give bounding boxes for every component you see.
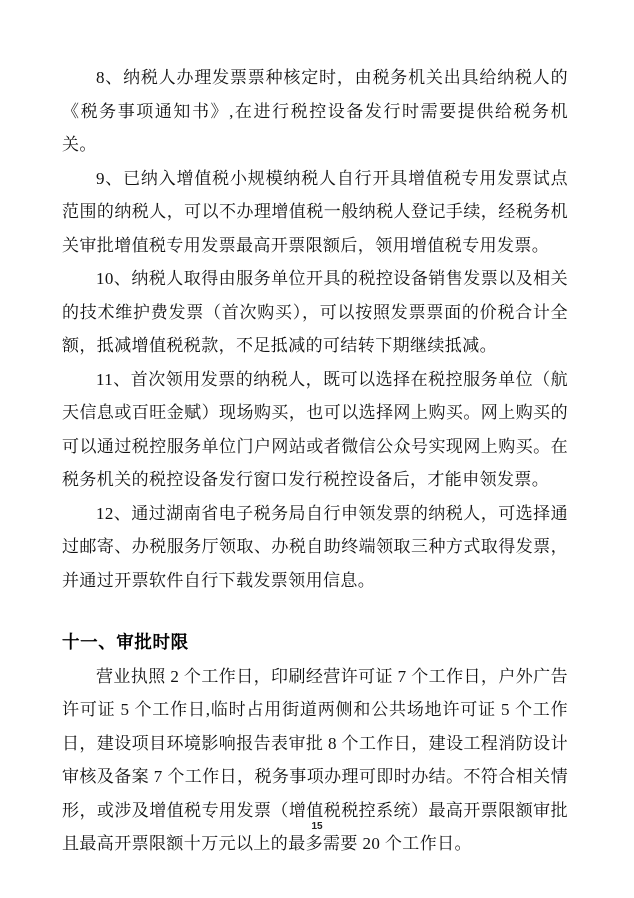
page-number: 15: [311, 821, 323, 832]
body-paragraph-8: 8、纳税人办理发票票种核定时，由税务机关出具给纳税人的《税务事项通知书》,在进行税控设备发行时需要提供给税务机关。: [62, 68, 568, 154]
document-body: [62, 61, 568, 861]
section-paragraph: 营业执照 2 个工作日，印刷经营许可证 7 个工作日，户外广告许可证 5 个工作日,临时占用街道两侧和公共场地许可证 5 个工作日，建设项目环境影响报告表审批 8 个工作日，建设工程消防设计审核及备案 7 个工作日，税务事项办理可即时办结。不符合相关情形，或涉及增值税专用发票（增值税税控系统）最高开票限额审批且最高开票限额十万元以上的最多需要 20 个工作日。: [62, 666, 568, 853]
body-paragraph-9: 9、已纳入增值税小规模纳税人自行开具增值税专用发票试点范围的纳税人，可以不办理增值税一般纳税人登记手续，经税务机关审批增值税专用发票最高开票限额后，领用增值税专用发票。: [62, 168, 568, 255]
body-paragraph-11: 11、首次领用发票的纳税人，既可以选择在税控服务单位（航天信息或百旺金赋）现场购买，也可以选择网上购买。网上购买的可以通过税控服务单位门户网站或者微信公众号实现网上购买。在税务机关的税控设备发行窗口发行税控设备后，才能申领发票。: [62, 369, 568, 489]
body-paragraph-12: 12、通过湖南省电子税务局自行申领发票的纳税人，可选择通过邮寄、办税服务厅领取、办税自助终端领取三种方式取得发票，并通过开票软件自行下载发票领用信息。: [62, 503, 568, 590]
section-heading: 十一、审批时限: [62, 632, 189, 652]
body-paragraph-10: 10、纳税人取得由服务单位开具的税控设备销售发票以及相关的技术维护费发票（首次购买），可以按照发票票面的价税合计全额，抵减增值税税款，不足抵减的可结转下期继续抵减。: [62, 269, 568, 355]
